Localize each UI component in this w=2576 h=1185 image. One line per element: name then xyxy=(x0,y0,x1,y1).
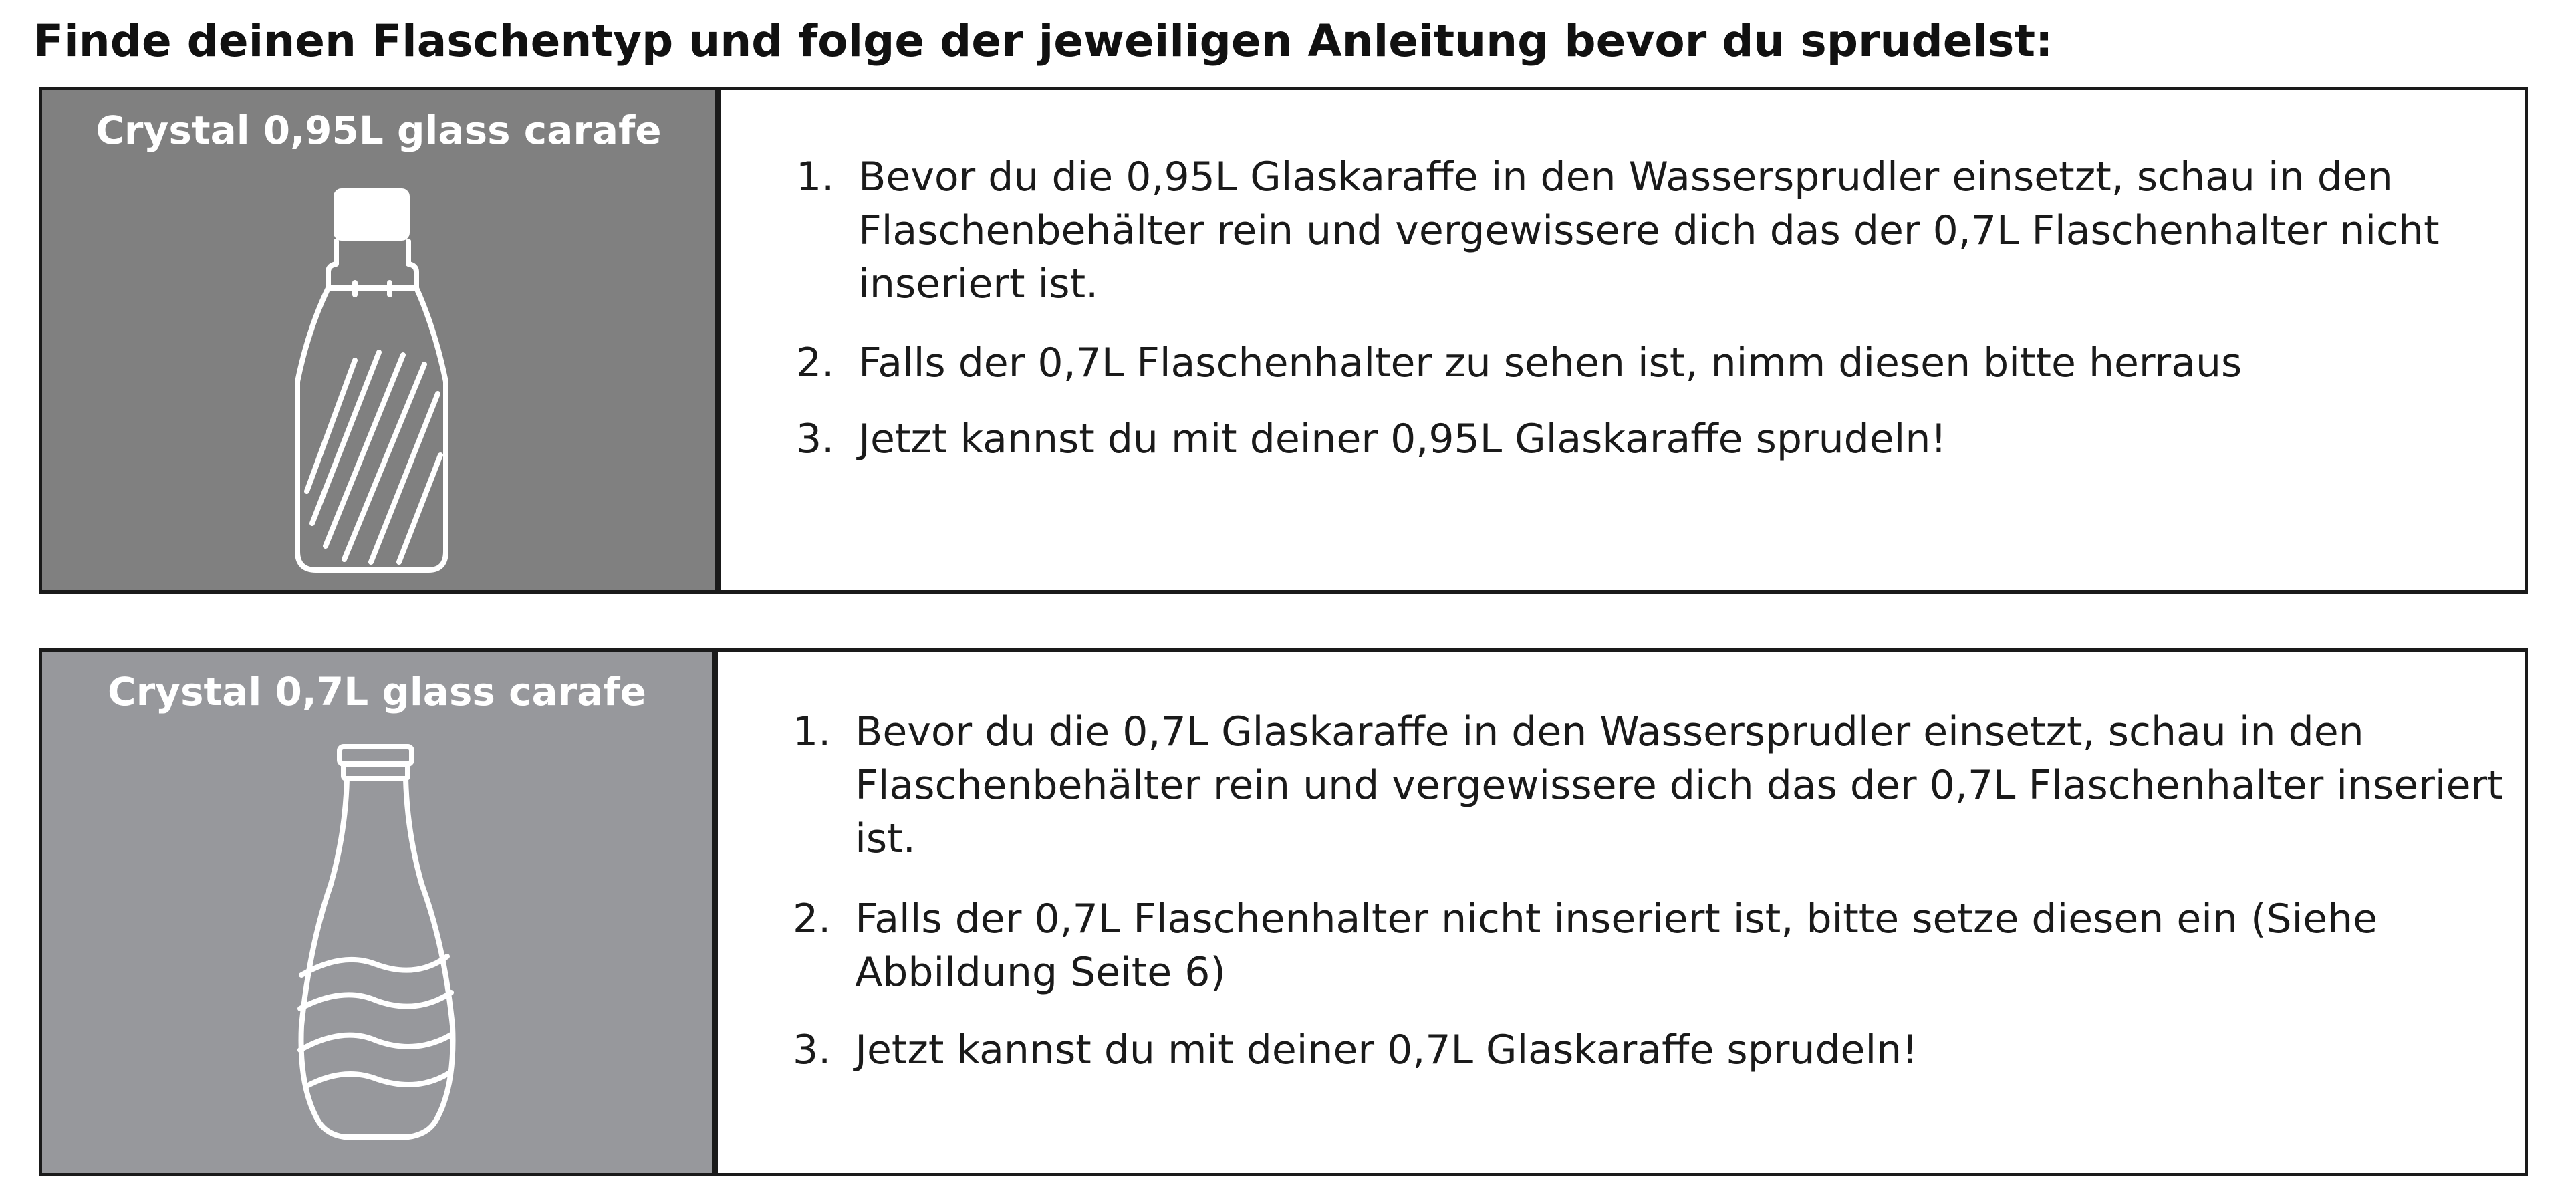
list-item xyxy=(793,892,2504,999)
glass-carafe-095-icon xyxy=(42,90,715,590)
carafe-095-steps xyxy=(721,90,2525,590)
step-number: 2. xyxy=(796,340,835,386)
step-text: Jetzt kannst du mit deiner 0,7L Glaskaraffe sprudeln! xyxy=(855,1027,1918,1073)
carafe-07-card xyxy=(39,648,2528,1176)
carafe-095-title: Crystal 0,95L glass carafe xyxy=(96,108,662,153)
step-text: Bevor du die 0,95L Glaskaraffe in den Wassersprudler einsetzt, schau in den Flaschenbehälter rein und vergewissere dich das der 0,7L Flaschenhalter nicht inseriert ist. xyxy=(858,154,2440,307)
step-number: 2. xyxy=(793,896,831,942)
carafe-095-card xyxy=(39,87,2528,594)
step-text: Bevor du die 0,7L Glaskaraffe in den Wassersprudler einsetzt, schau in den Flaschenbehälter rein und vergewissere dich das der 0,7L Flaschenhalter inseriert ist. xyxy=(855,708,2503,862)
step-number: 1. xyxy=(796,154,835,201)
glass-carafe-07-icon xyxy=(42,652,712,1173)
step-text: Falls der 0,7L Flaschenhalter zu sehen ist, nimm diesen bitte herraus xyxy=(858,340,2242,386)
step-number: 3. xyxy=(796,416,835,463)
step-text: Jetzt kannst du mit deiner 0,95L Glaskaraffe sprudeln! xyxy=(858,416,1947,463)
list-item xyxy=(793,1023,2504,1077)
carafe-07-steps xyxy=(718,652,2525,1173)
step-text: Falls der 0,7L Flaschenhalter nicht inseriert ist, bitte setze diesen ein (Siehe Abbildung Seite 6) xyxy=(855,896,2378,996)
step-number: 1. xyxy=(793,708,831,755)
step-number: 3. xyxy=(793,1027,831,1073)
list-item xyxy=(796,150,2507,311)
page-heading: Finde deinen Flaschentyp und folge der jeweiligen Anleitung bevor du sprudelst: xyxy=(33,15,2053,67)
carafe-095-panel xyxy=(42,90,721,590)
list-item xyxy=(793,705,2504,866)
list-item xyxy=(796,336,2507,390)
carafe-07-title: Crystal 0,7L glass carafe xyxy=(108,669,646,714)
list-item xyxy=(796,412,2507,466)
carafe-07-panel xyxy=(42,652,718,1173)
